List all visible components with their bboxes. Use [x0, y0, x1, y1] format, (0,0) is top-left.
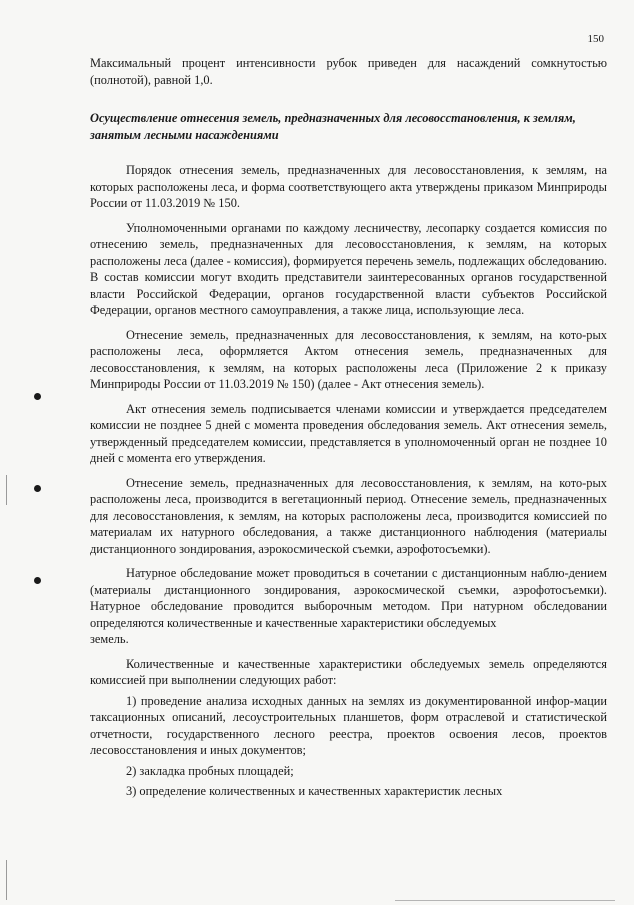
paragraph: Натурное обследование может проводиться в сочетании с дистанционным наблю-дением (материалы дистанционного зондирования, аэрокосмической съемки, аэрофотосъемки). Натурное обследование проводится выборочным методом. При натурном обследовании определяются количественные и качественные характеристики обследуемых [90, 566, 607, 630]
paragraph: Уполномоченными органами по каждому лесничеству, лесопарку создается комиссия по отнесению земель, предназначенных для лесовосстановления, к землям, на которых расположены леса (далее - комиссия), формируется перечень земель, подлежащих обследованию. В состав комиссии могут входить представители заинтересованных органов государственной власти Российской Федерации, органов государственной власти субъектов Российской Федерации, органов местного самоуправления, а также лица, использующие леса. [90, 220, 607, 317]
paragraph: Количественные и качественные характеристики обследуемых земель определяются комиссией при выполнении следующих работ: [90, 656, 607, 687]
scan-edge-mark [6, 475, 7, 505]
scan-bottom-line [395, 900, 615, 901]
paragraph: Акт отнесения земель подписывается членами комиссии и утверждается председателем комиссии не позднее 5 дней с момента проведения обследования земель. Акт отнесения земель, утвержденный председателем комиссии, представляется в уполномоченный орган не позднее 10 дней с момента его утверждения. [90, 401, 607, 465]
list-item: 3) определение количественных и качественных характеристик лесных [126, 784, 503, 798]
section-heading: Осуществление отнесения земель, предназначенных для лесовосстановления, к землям, занятым лесными насаждениями [90, 111, 576, 142]
binding-hole [34, 577, 41, 584]
document-body [90, 55, 607, 800]
paragraph: Отнесение земель, предназначенных для лесовосстановления, к землям, на кото-рых расположены леса, производится в вегетационный период. Отнесение земель, предназначенных для лесовосстановления, к землям, на которых расположены леса, производится комиссией по материалам их натурного обследования, а также дистанционного наблюдения (материалы дистанционного зондирования, аэрокосмической съемки, аэрофотосъемки). [90, 475, 607, 556]
binding-hole [34, 393, 41, 400]
scan-edge-mark [6, 860, 7, 900]
paragraph-continuation: земель. [90, 632, 129, 646]
paragraph: Максимальный процент интенсивности рубок приведен для насаждений сомкнутостью (полнотой), равной 1,0. [90, 56, 607, 87]
page-number: 150 [587, 33, 604, 45]
paragraph: Отнесение земель, предназначенных для лесовосстановления, к землям, на кото-рых расположены леса, оформляется Актом отнесения земель, предназначенных для лесовосстановления, к землям, на которых расположены леса (Приложение 2 к приказу Минприроды России от 11.03.2019 № 150) (далее - Акт отнесения земель). [90, 327, 607, 391]
binding-hole [34, 485, 41, 492]
list-item: 1) проведение анализа исходных данных на землях из документированной инфор-мации таксационных описаний, лесоустроительных планшетов, форм отраслевой и статистической отчетности, государственного лесного реестра, проектов освоения лесов, проектов лесовосстановления и иных документов; [90, 693, 607, 757]
paragraph: Порядок отнесения земель, предназначенных для лесовосстановления, к землям, на которых расположены леса, и форма соответствующего акта утверждены приказом Минприроды России от 11.03.2019 № 150. [90, 163, 607, 210]
list-item: 2) закладка пробных площадей; [126, 763, 294, 778]
